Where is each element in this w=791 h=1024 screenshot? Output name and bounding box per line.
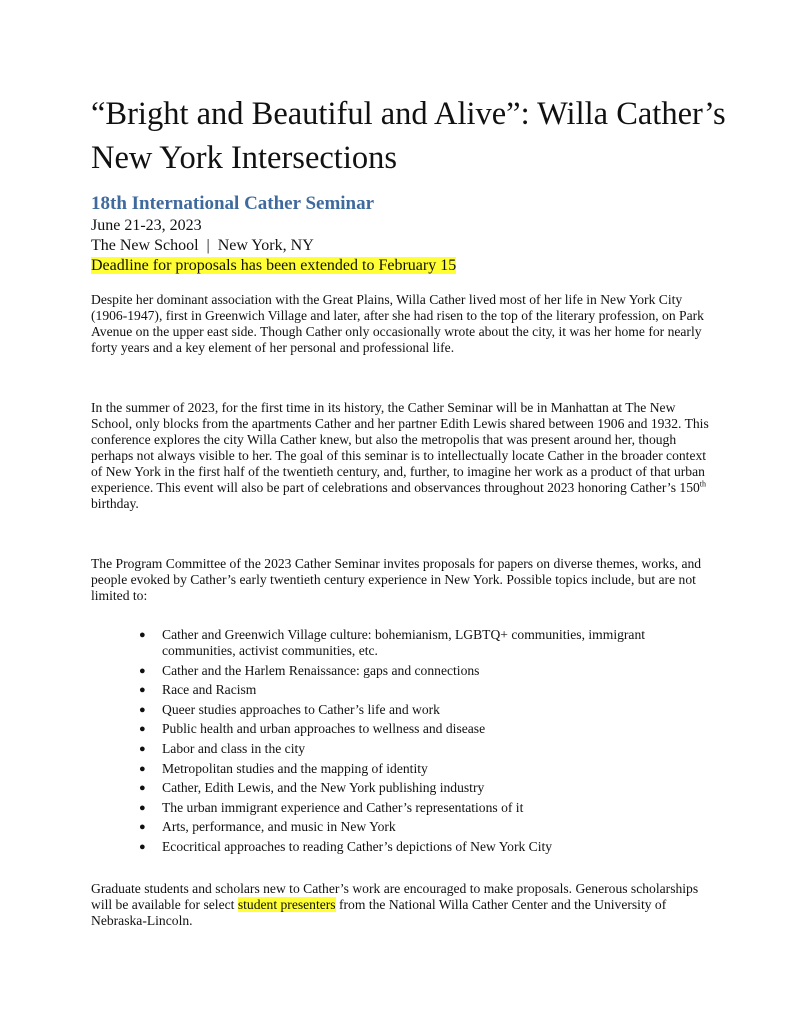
list-item	[139, 741, 719, 757]
bullet-icon: ●	[139, 664, 146, 677]
list-item	[139, 663, 719, 679]
seminar-paragraph-end: birthday.	[91, 496, 139, 511]
list-item	[139, 780, 719, 796]
topic-text: Public health and urban approaches to wellness and disease	[162, 721, 486, 737]
event-details	[91, 216, 456, 276]
scholarship-paragraph	[91, 881, 711, 929]
event-dates: June 21-23, 2023	[91, 217, 202, 234]
call-for-papers-paragraph: The Program Committee of the 2023 Cather Seminar invites proposals for papers on diverse themes, works, and people evoked by Cather’s early twentieth century experience in New York. Possible topics include, but are not limited to:	[91, 556, 702, 603]
list-item	[139, 627, 719, 659]
deadline-notice	[91, 256, 456, 276]
seminar-subtitle: 18th International Cather Seminar	[91, 193, 375, 214]
topic-text: Ecocritical approaches to reading Cather’s depictions of New York City	[162, 838, 553, 854]
topic-text: Queer studies approaches to Cather’s life and work	[162, 701, 440, 717]
topic-text: Arts, performance, and music in New York	[162, 819, 396, 835]
bullet-icon: ●	[139, 821, 146, 834]
list-item	[139, 800, 719, 816]
bullet-icon: ●	[139, 723, 146, 736]
topic-text: Cather and Greenwich Village culture: bohemianism, LGBTQ+ communities, immigrant communities, activist communities, etc.	[162, 627, 646, 658]
bullet-icon: ●	[139, 840, 146, 853]
ordinal-superscript: th	[699, 479, 707, 489]
topic-text: Metropolitan studies and the mapping of identity	[162, 760, 428, 776]
event-location: The New School | New York, NY	[91, 237, 314, 254]
deadline-highlight: Deadline for proposals has been extended to February 15	[91, 257, 457, 274]
bullet-icon: ●	[139, 782, 146, 795]
list-item	[139, 819, 719, 835]
bullet-icon: ●	[139, 801, 146, 814]
page-title: “Bright and Beautiful and Alive”: Willa Cather’s New York Intersections	[91, 96, 726, 176]
bullet-icon: ●	[139, 742, 146, 755]
bullet-icon: ●	[139, 629, 146, 641]
topic-text: Cather, Edith Lewis, and the New York publishing industry	[162, 780, 485, 796]
seminar-paragraph-text: In the summer of 2023, for the first time in its history, the Cather Seminar will be in Manhattan at The New School, only blocks from the apartments Cather and her partner Edith Lewis shared between 1906 and 1932. This conference explores the city Willa Cather knew, but also the metropolis that was present around her, though perhaps not always visible to her. The goal of this seminar is to intellectually locate Cather in the broader context of New York in the first half of the twentieth century, and, further, to imagine her work as a product of that urban experience. This event will also be part of celebrations and observances throughout 2023 honoring Cather’s 150	[91, 400, 709, 495]
topic-text: Race and Racism	[162, 682, 257, 698]
scholarship-text: Graduate students and scholars new to Cather’s work are encouraged to make proposals. Generous scholarships will be available for select	[91, 881, 699, 912]
list-item	[139, 839, 719, 855]
intro-paragraph: Despite her dominant association with the Great Plains, Willa Cather lived most of her life in New York City (1906-1947), first in Greenwich Village and later, after she had risen to the top of the literary profession, on Park Avenue on the upper east side. Though Cather only occasionally wrote about the city, it was her home for nearly forty years and a key element of her personal and professional life.	[91, 292, 704, 355]
bullet-icon: ●	[139, 684, 146, 697]
bullet-icon: ●	[139, 703, 146, 716]
list-item	[139, 682, 719, 698]
list-item	[139, 761, 719, 777]
seminar-paragraph	[91, 400, 711, 512]
topic-text: Labor and class in the city	[162, 740, 306, 756]
topic-text: Cather and the Harlem Renaissance: gaps and connections	[162, 662, 480, 678]
topic-text: The urban immigrant experience and Cather’s representations of it	[162, 799, 524, 815]
bullet-icon: ●	[139, 762, 146, 775]
scholarship-text-end: from the National Willa Cather Center and the University of Nebraska-Lincoln.	[91, 897, 667, 928]
student-presenters-highlight: student presenters	[237, 897, 336, 912]
list-item	[139, 702, 719, 718]
topic-list	[139, 627, 719, 859]
list-item	[139, 721, 719, 737]
